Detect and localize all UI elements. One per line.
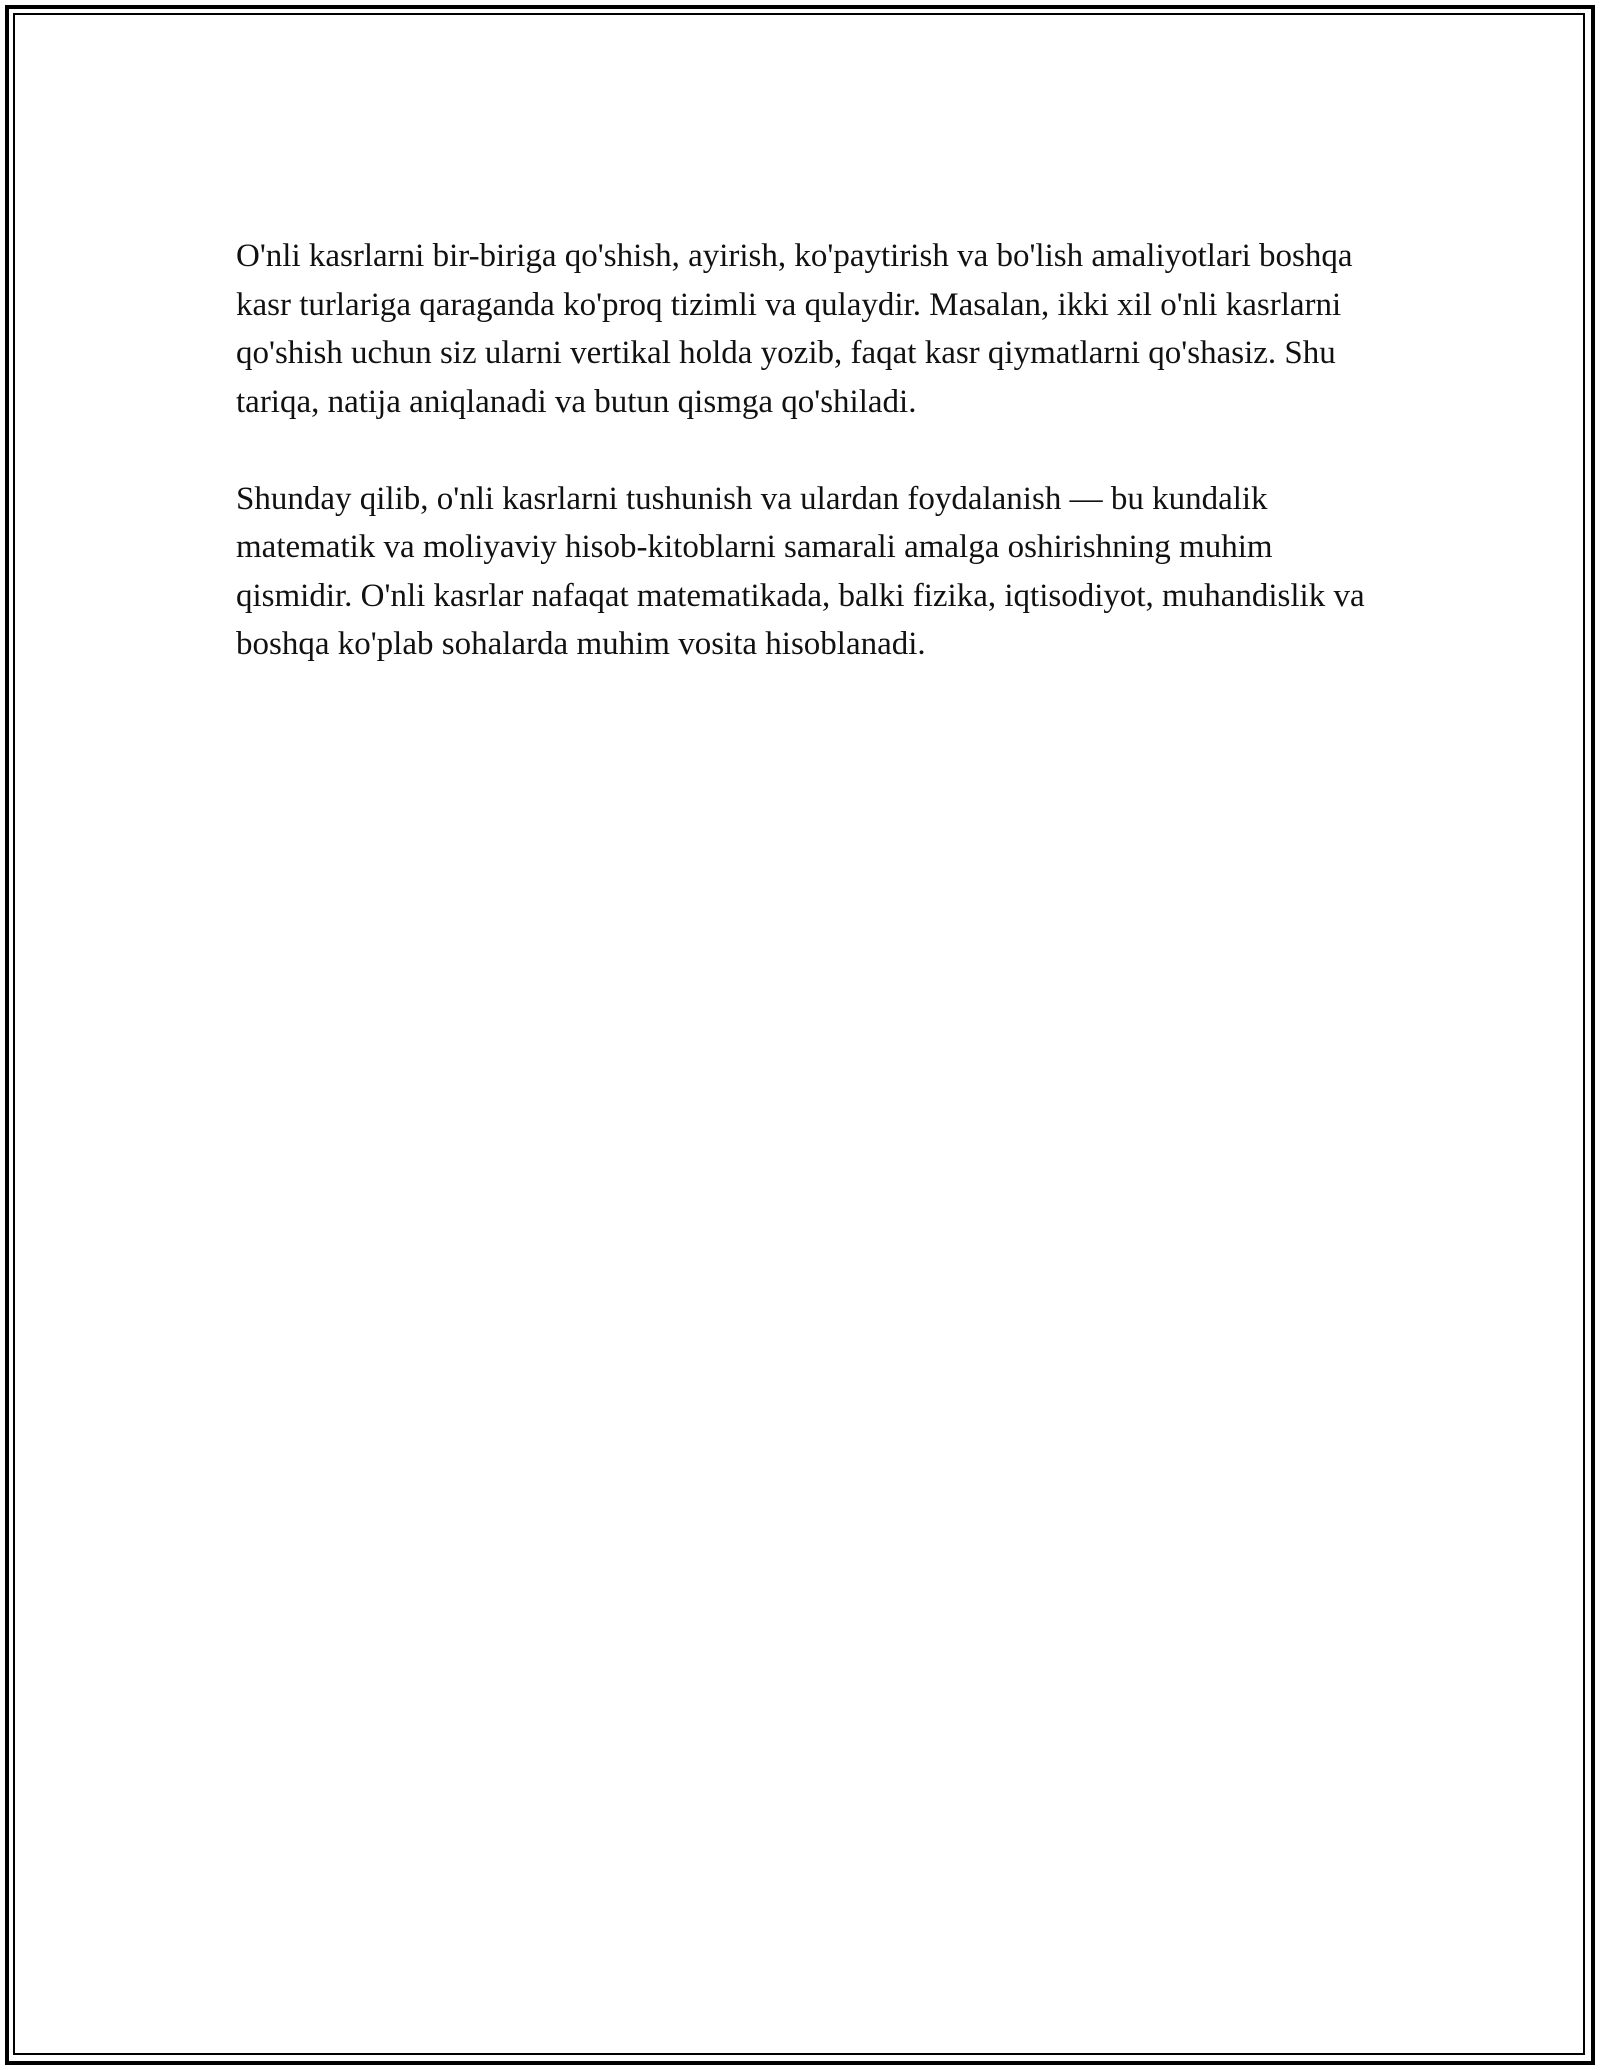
document-body xyxy=(236,232,1376,669)
paragraph-2: Shunday qilib, o'nli kasrlarni tushunish va ulardan foydalanish — bu kundalik matematik va moliyaviy hisob-kitoblarni samarali amalga oshirishning muhim qismidir. O'nli kasrlar nafaqat matematikada, balki fizika, iqtisodiyot, muhandislik va boshqa ko'plab sohalarda muhim vosita hisoblanadi. xyxy=(236,480,1365,662)
paragraph-1: O'nli kasrlarni bir-biriga qo'shish, ayirish, ko'paytirish va bo'lish amaliyotlari boshqa kasr turlariga qaraganda ko'proq tizimli va qulaydir. Masalan, ikki xil o'nli kasrlarni qo'shish uchun siz ularni vertikal holda yozib, faqat kasr qiymatlarni qo'shasiz. Shu tariqa, natija aniqlanadi va butun qismga qo'shiladi. xyxy=(236,238,1353,420)
